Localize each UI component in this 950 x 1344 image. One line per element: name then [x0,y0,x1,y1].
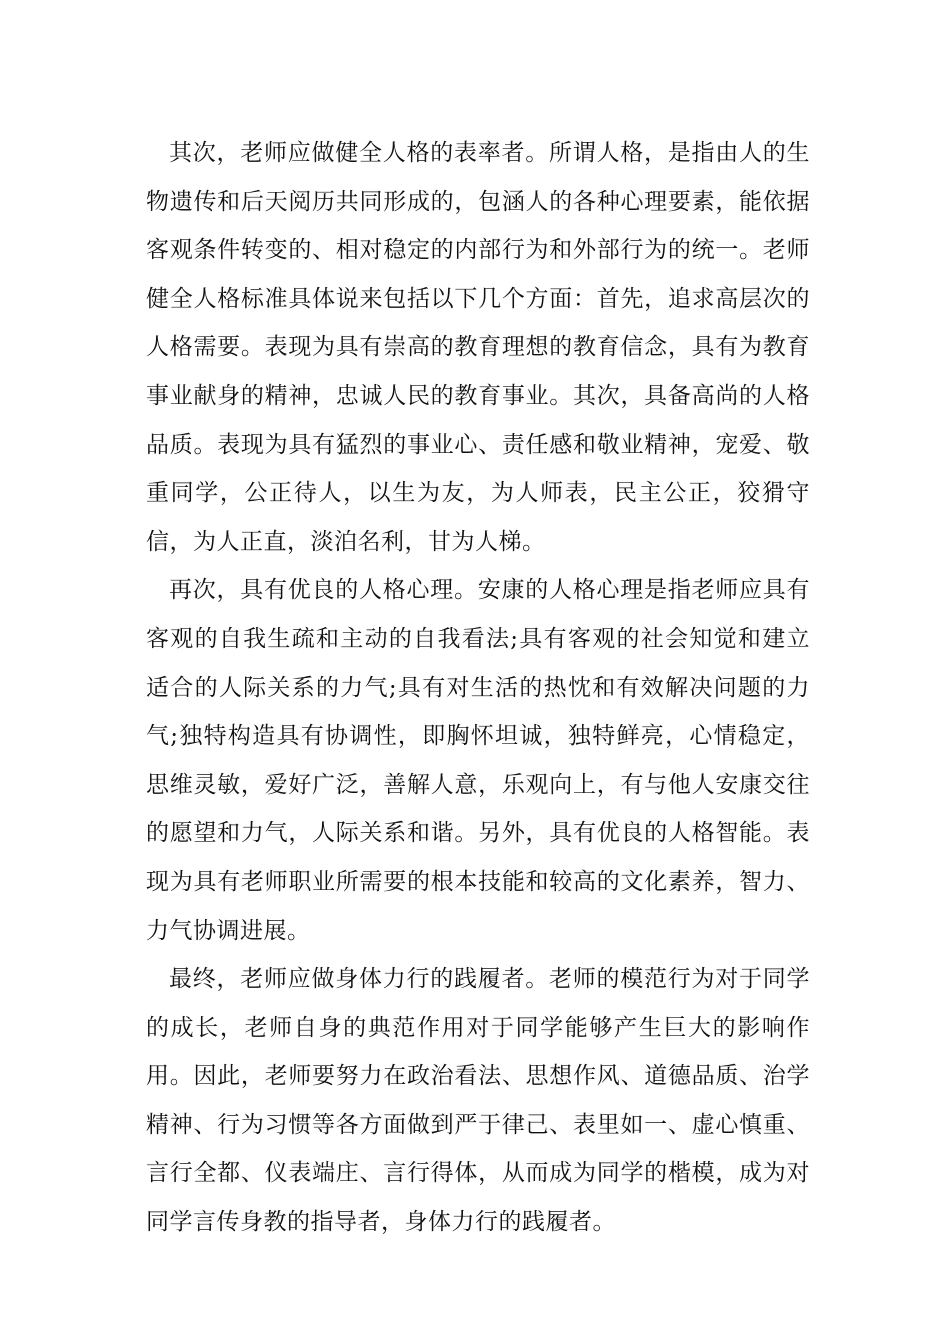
document-body [146,129,810,1247]
paragraph-personality-psychology: 再次，具有优良的人格心理。安康的人格心理是指老师应具有客观的自我生疏和主动的自我看法;具有客观的社会知觉和建立适合的人际关系的力气;具有对生活的热忱和有效解决问题的力气;独特构造具有协调性，即胸怀坦诚，独特鲜亮，心情稳定，思维灵敏，爱好广泛，善解人意，乐观向上，有与他人安康交往的愿望和力气，人际关系和谐。另外，具有优良的人格智能。表现为具有老师职业所需要的根本技能和较高的文化素养，智力、力气协调进展。 [146,577,810,944]
paragraph-exemplary-practice: 最终，老师应做身体力行的践履者。老师的模范行为对于同学的成长，老师自身的典范作用对于同学能够产生巨大的影响作用。因此，老师要努力在政治看法、思想作风、道德品质、治学精神、行为习惯等各方面做到严于律己、表里如一、虚心慎重、言行全都、仪表端庄、言行得体，从而成为同学的楷模，成为对同学言传身教的指导者，身体力行的践履者。 [146,966,810,1236]
paragraph-healthy-personality: 其次，老师应做健全人格的表率者。所谓人格，是指由人的生物遗传和后天阅历共同形成的，包涵人的各种心理要素，能依据客观条件转变的、相对稳定的内部行为和外部行为的统一。老师健全人格标准具体说来包括以下几个方面：首先，追求高层次的人格需要。表现为具有崇高的教育理想的教育信念，具有为教育事业献身的精神，忠诚人民的教育事业。其次，具备高尚的人格品质。表现为具有猛烈的事业心、责任感和敬业精神，宠爱、敬重同学，公正待人，以生为友，为人师表，民主公正，狡猾守信，为人正直，淡泊名利，甘为人梯。 [146,140,810,555]
